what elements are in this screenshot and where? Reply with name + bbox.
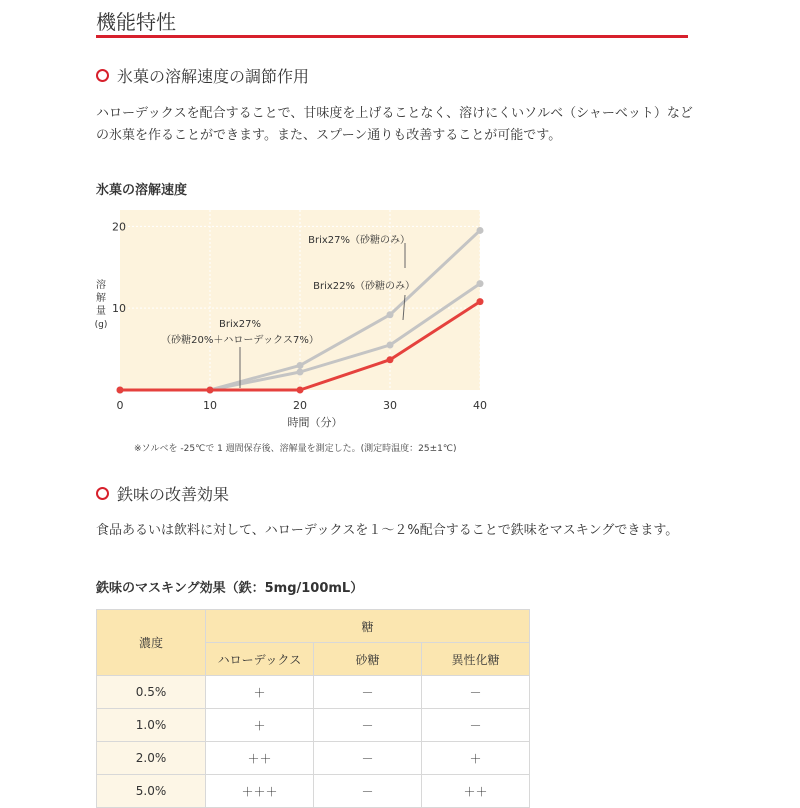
table-cell-conc: 1.0%: [97, 709, 206, 742]
y-tick-label: 20: [112, 220, 126, 234]
table-row: [97, 775, 530, 808]
paragraph-melting: [96, 103, 696, 147]
table-row: [97, 676, 530, 709]
table-cell-conc: 2.0%: [97, 742, 206, 775]
section-heading-text: 鉄味の改善効果: [117, 485, 230, 504]
y-label-char: (g): [94, 320, 108, 330]
section-heading-melting: [96, 64, 309, 87]
table-title: 鉄味のマスキング効果（鉄：5mg/100mL）: [96, 581, 364, 596]
chart-svg: [85, 200, 505, 460]
table-cell: －: [314, 709, 422, 742]
x-tick-label: 20: [293, 399, 307, 412]
table-cell: －: [314, 742, 422, 775]
data-point: [387, 311, 394, 318]
table-cell: －: [314, 775, 422, 808]
x-tick-label: 0: [116, 399, 124, 412]
table-cell-conc: 0.5%: [97, 676, 206, 709]
data-point: [297, 387, 304, 394]
header-concentration: 濃度: [97, 610, 206, 676]
y-label-char: 解: [96, 293, 106, 304]
y-tick-label: 10: [112, 302, 126, 316]
paragraph-line: ハローデックスを配合することで、甘味度を上げることなく、溶けにくいソルベ（シャーベット）など: [96, 106, 693, 121]
table-cell: ＋: [206, 676, 314, 709]
data-point: [387, 356, 394, 363]
header-sugar-group: 糖: [206, 610, 530, 643]
header-col: 砂糖: [314, 643, 422, 676]
circle-bullet-icon: [96, 487, 109, 500]
section-heading-iron: [96, 482, 229, 505]
annotation-halodex-line1: Brix27%: [219, 319, 261, 330]
table-cell-conc: 5.0%: [97, 775, 206, 808]
x-tick-label: 40: [473, 399, 487, 412]
table-cell: ＋＋: [422, 775, 530, 808]
x-axis-label: 時間（分）: [287, 416, 343, 429]
table-cell: －: [422, 676, 530, 709]
data-point: [207, 387, 214, 394]
y-label-char: 量: [96, 306, 106, 317]
annotation-brix27-sugar: Brix27%（砂糖のみ）: [308, 235, 410, 246]
table-row: [97, 709, 530, 742]
table-cell: ＋＋: [206, 742, 314, 775]
table-cell: ＋: [422, 742, 530, 775]
data-point: [477, 298, 484, 305]
paragraph-iron: 食品あるいは飲料に対して、ハローデックスを１～２%配合することで鉄味をマスキングできます。: [96, 523, 679, 538]
table-row: [97, 742, 530, 775]
x-tick-label: 30: [383, 399, 397, 412]
data-point: [477, 227, 484, 234]
table-cell: ＋: [206, 709, 314, 742]
annotation-brix22-sugar: Brix22%（砂糖のみ）: [313, 281, 415, 292]
x-tick-label: 10: [203, 399, 217, 412]
data-point: [117, 387, 124, 394]
section-heading-text: 氷菓の溶解速度の調節作用: [117, 67, 310, 86]
header-col: ハローデックス: [206, 643, 314, 676]
data-point: [297, 362, 304, 369]
y-axis-label: [95, 278, 108, 330]
data-point: [477, 280, 484, 287]
title-divider: [96, 35, 688, 38]
chart-title: 氷菓の溶解速度: [96, 183, 188, 198]
annotation-halodex-line2: （砂糖20%＋ハローデックス7%）: [161, 335, 319, 346]
table-cell: ＋＋＋: [206, 775, 314, 808]
table-header-row: [97, 610, 530, 643]
masking-table: [96, 609, 530, 808]
chart-note: ※ソルベを -25℃で 1 週間保存後、溶解量を測定した。(測定時温度：25±1℃): [134, 444, 457, 454]
paragraph-line: の氷菓を作ることができます。また、スプーン通りも改善することが可能です。: [96, 128, 562, 143]
y-label-char: 溶: [96, 280, 106, 291]
circle-bullet-icon: [96, 69, 109, 82]
table-cell: －: [422, 709, 530, 742]
header-col: 異性化糖: [422, 643, 530, 676]
data-point: [387, 342, 394, 349]
page-title: 機能特性: [96, 10, 176, 34]
melting-chart: [85, 200, 505, 460]
table-cell: －: [314, 676, 422, 709]
data-point: [297, 369, 304, 376]
